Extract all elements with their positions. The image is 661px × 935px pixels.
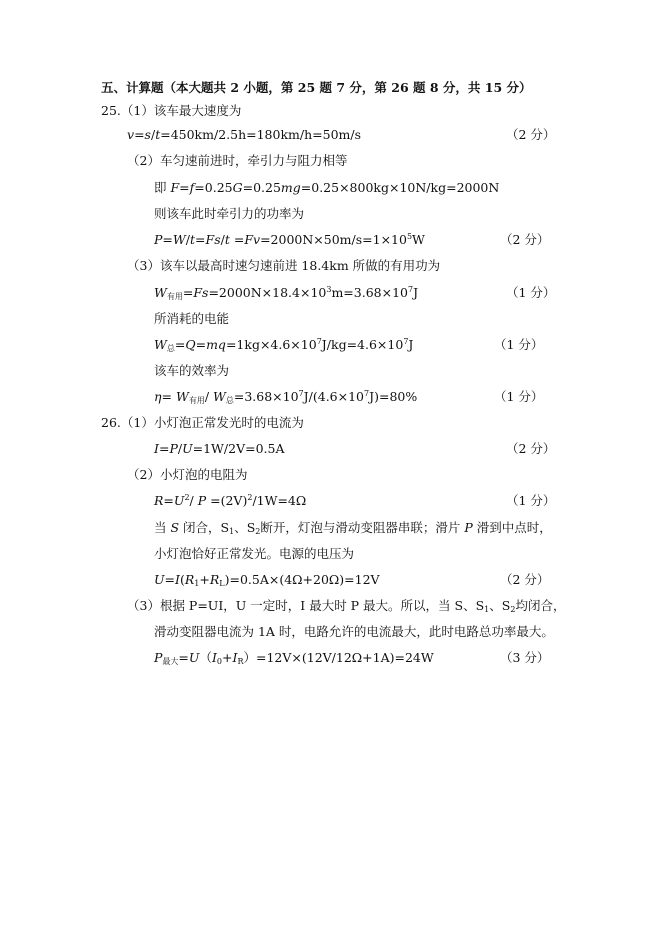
q25-power-intro: 则该车此时牵引力的功率为 — [154, 206, 305, 221]
q25-part3: （3）该车以最高时速匀速前进 18.4km 所做的有用功为 — [127, 258, 441, 273]
q25-eq1: v=s/t=450km/2.5h=180km/h=50m/s — [127, 127, 361, 142]
q26-score1: （2 分） — [506, 441, 556, 456]
q25-score5: （1 分） — [494, 337, 544, 352]
q25-eq2: 即 F=f=0.25G=0.25mg=0.25×800kg×10N/kg=2000N — [154, 180, 500, 195]
q26-score2: （1 分） — [506, 493, 556, 508]
q25-part2: （2）车匀速前进时，牵引力与阻力相等 — [127, 153, 348, 168]
q26-score3: （2 分） — [500, 572, 550, 587]
q26-eq2: $R=U^2/$ $P =(2V)^2/1W=4\Omega$ — [154, 493, 307, 508]
q26-eq1: I=P/U=1W/2V=0.5A — [154, 441, 285, 456]
q26-circuit-desc: 当 S 闭合，$S_1$、$S_2$断开，灯泡与滑动变阻器串联；滑片 P 滑到中点时， — [154, 520, 552, 536]
q26-part3: （3）根据 P=UI，U 一定时，I 最大时 P 最大。所以，当 S、$S_1$、$S_2$均闭合， — [127, 598, 566, 614]
q26-score4: （3 分） — [500, 650, 550, 665]
q25-score4: （1 分） — [506, 285, 556, 300]
q26-part1-text: （1）小灯泡正常发光时的电流为 — [120, 415, 304, 430]
q26-part2: （2）小灯泡的电阻为 — [127, 467, 248, 482]
q25-eq5: $W_总=Q=mq=1kg\times 4.6\times 10^7J/kg=4.6\times 10^7J$ — [154, 337, 414, 353]
q25-score1: （2 分） — [506, 127, 556, 142]
section-title: 五、计算题（本大题共 2 小题，第 25 题 7 分，第 26 题 8 分，共 15 分） — [101, 80, 532, 95]
q26-eq3: $U=I(R_1+R_L)=0.5A\times(4\Omega+20\Omega)=12V$ — [154, 572, 380, 588]
q25-eq3: $P=W/t=Fs/t =Fv=2000N\times 50m/s=1\times 10^5W$ — [154, 232, 425, 247]
q25-energy-intro: 所消耗的电能 — [154, 311, 230, 326]
q26-part3-cont: 滑动变阻器电流为 1A 时，电路允许的电流最大，此时电路总功率最大。 — [154, 624, 554, 639]
q25-part1 — [101, 103, 241, 119]
q25-score3: （2 分） — [500, 232, 550, 247]
q25-score6: （1 分） — [494, 389, 544, 404]
q26-voltage-intro: 小灯泡恰好正常发光。电源的电压为 — [154, 546, 355, 561]
q25-part1-text: （1）该车最大速度为 — [120, 103, 242, 118]
q25-number: 25. — [101, 103, 121, 118]
q26-eq4: $P_{最大}=U(I_0+I_R)=12V\times(12V/12\Omega+1A)=24W$ — [154, 650, 434, 666]
q26-part1 — [101, 415, 304, 431]
q26-number: 26. — [101, 415, 121, 430]
q25-efficiency-intro: 该车的效率为 — [154, 363, 230, 378]
q25-eq4: $W_{有用}=Fs=2000N\times 18.4\times 10^3m=3.68\times 10^7J$ — [154, 285, 419, 301]
q25-eq6: $\eta= W_{有用}/$ $W_总=3.68\times 10^7J/(4.6\times 10^7J)=80\%$ — [154, 389, 418, 405]
